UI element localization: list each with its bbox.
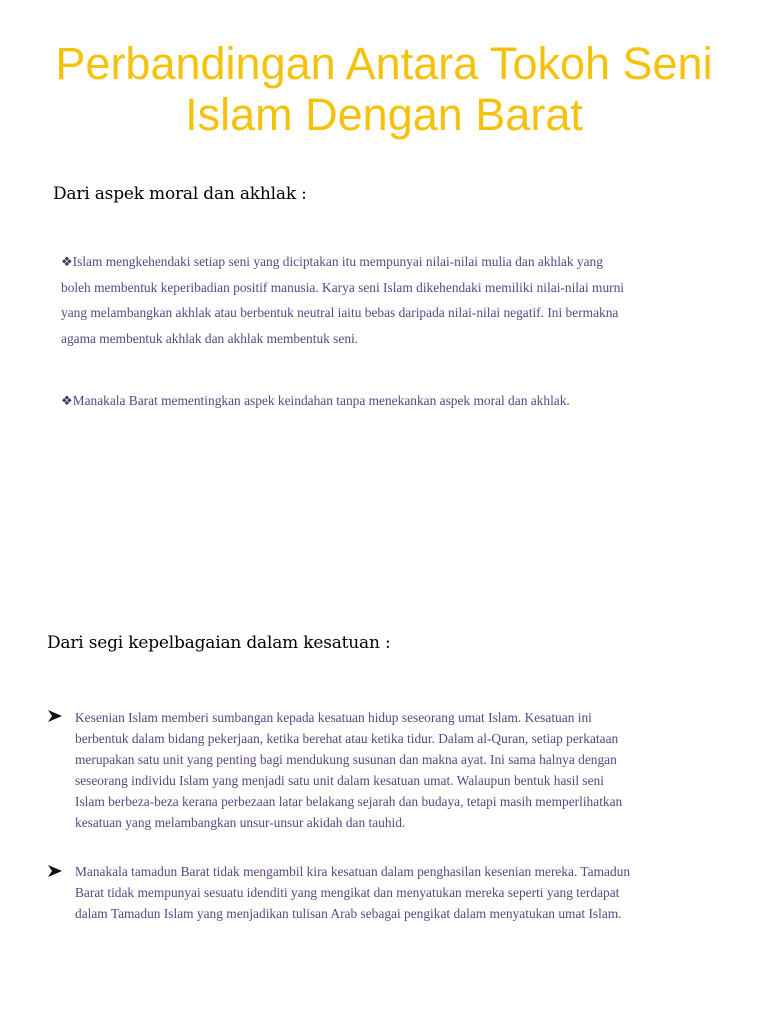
paragraph-line: yang melambangkan akhlak atau berbentuk neutral iaitu bebas daripada nilai-nilai negatif. Ini bermakna <box>61 305 619 321</box>
kesatuan-paragraph-barat <box>75 861 765 924</box>
paragraph-line: agama membentuk akhlak dan akhlak membentuk seni. <box>61 331 359 347</box>
kesatuan-paragraph-islam <box>75 707 765 833</box>
paragraph-line: berbentuk dalam bidang pekerjaan, ketika berehat atau ketika tidur. Dalam al-Quran, setiap perkataan <box>75 731 619 746</box>
paragraph-line: ❖Manakala Barat mementingkan aspek keindahan tanpa menekankan aspek moral dan akhlak. <box>61 393 570 408</box>
paragraph-line: dalam Tamadun Islam yang menjadikan tulisan Arab sebagai pengikat dalam menyatukan umat Islam. <box>75 906 622 921</box>
paragraph-line: merupakan satu unit yang penting bagi mendukung susunan dan makna ayat. Ini sama halnya dengan <box>75 752 617 767</box>
moral-paragraph-islam <box>61 249 761 352</box>
slide-title <box>0 38 768 140</box>
paragraph-line: Kesenian Islam memberi sumbangan kepada kesatuan hidup seseorang umat Islam. Kesatuan ini <box>75 710 592 725</box>
arrowhead-icon <box>47 709 63 723</box>
paragraph-line: ❖Islam mengkehendaki setiap seni yang diciptakan itu mempunyai nilai-nilai mulia dan akhlak yang <box>61 254 603 269</box>
paragraph-line: seseorang individu Islam yang menjadi satu unit dalam kesatuan umat. Walaupun bentuk hasil seni <box>75 773 604 788</box>
slide-title-line-1: Perbandingan Antara Tokoh Seni <box>55 38 713 89</box>
diamond-cluster-icon: ❖ <box>61 393 73 408</box>
section-heading-kesatuan: Dari segi kepelbagaian dalam kesatuan : <box>47 633 391 653</box>
arrowhead-icon <box>47 864 63 878</box>
moral-paragraph-barat <box>61 388 761 414</box>
paragraph-line: Manakala tamadun Barat tidak mengambil kira kesatuan dalam penghasilan kesenian mereka. Tamadun <box>75 864 631 879</box>
paragraph-line: Islam berbeza-beza kerana perbezaan latar belakang sejarah dan budaya, tetapi masih memperlihatkan <box>75 794 623 809</box>
paragraph-line: Barat tidak mempunyai sesuatu idenditi yang mengikat dan menyatukan mereka seperti yang terdapat <box>75 885 620 900</box>
paragraph-line: kesatuan yang melambangkan unsur-unsur akidah dan tauhid. <box>75 815 406 830</box>
paragraph-line: boleh membentuk keperibadian positif manusia. Karya seni Islam dikehendaki memiliki nilai-nilai murni <box>61 279 625 295</box>
section-heading-moral: Dari aspek moral dan akhlak : <box>53 184 307 204</box>
slide-title-line-2: Islam Dengan Barat <box>185 89 583 140</box>
diamond-cluster-icon: ❖ <box>61 254 73 269</box>
